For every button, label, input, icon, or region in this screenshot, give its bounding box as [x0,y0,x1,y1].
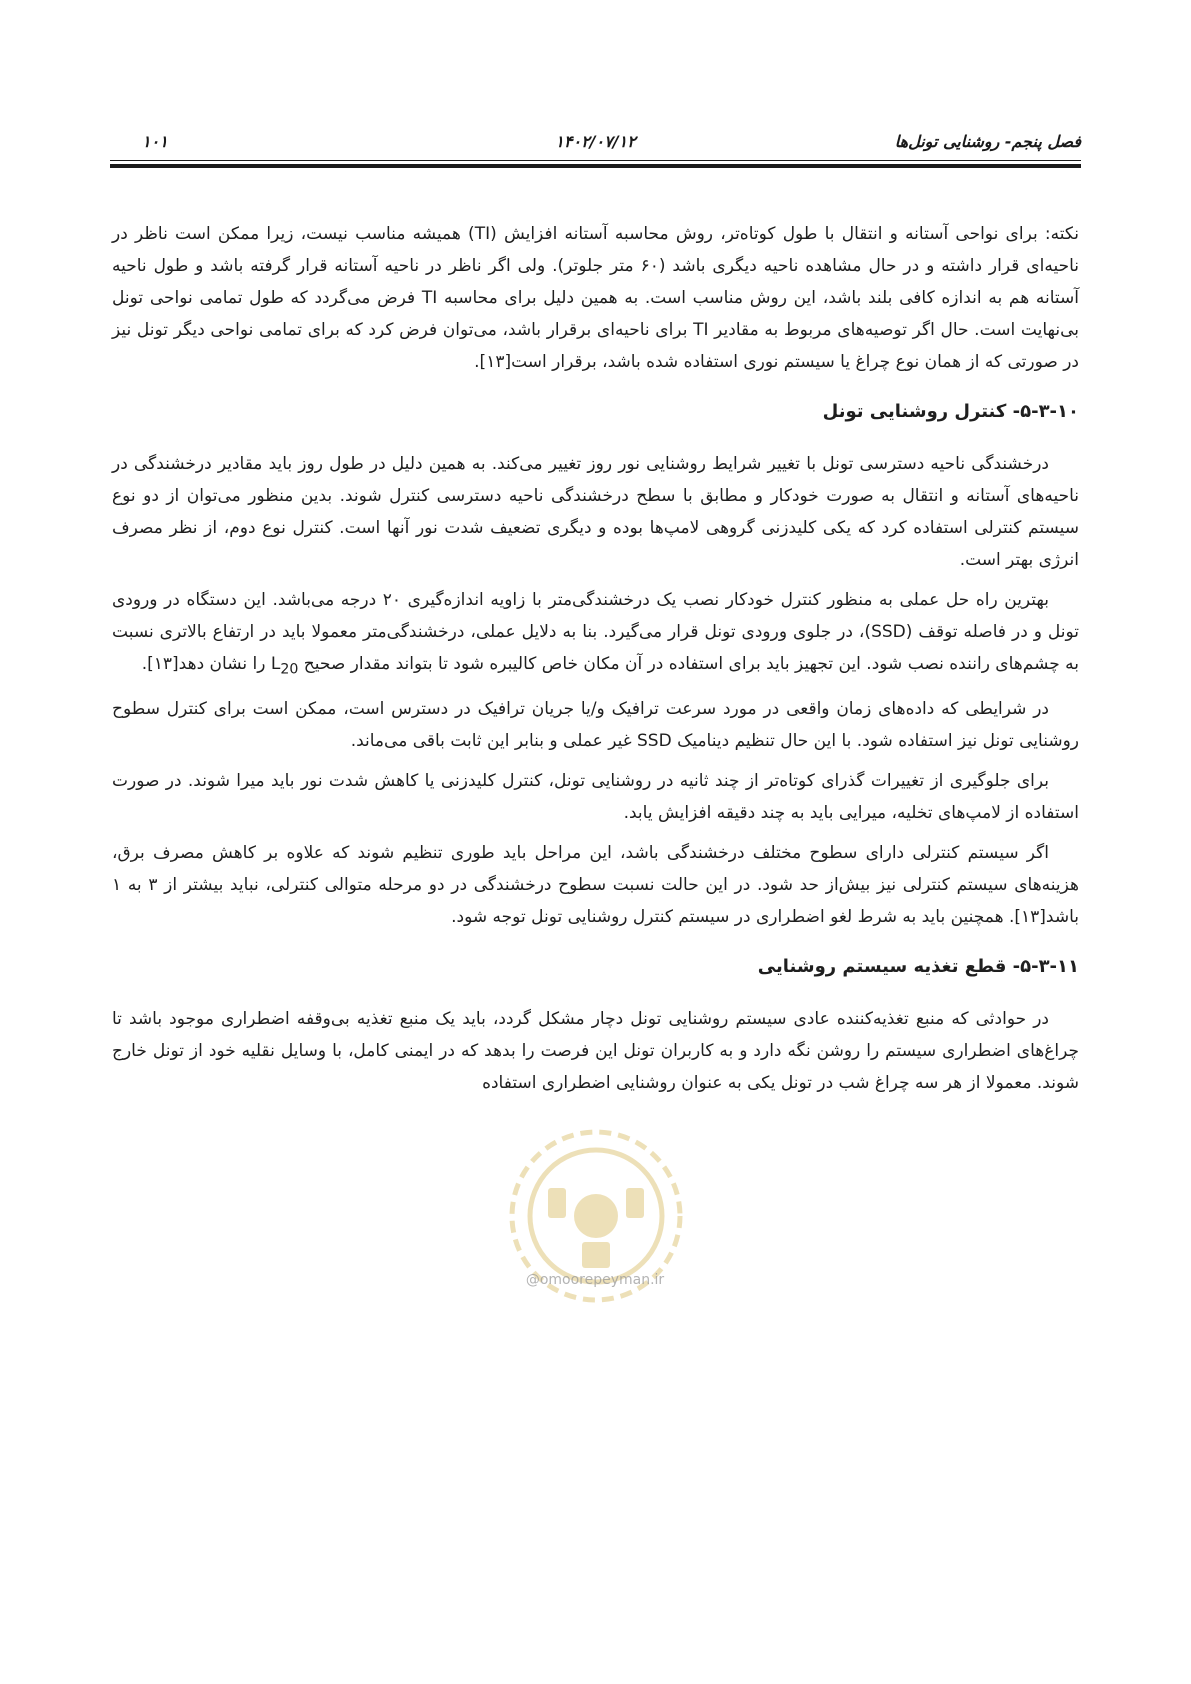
page-number: ۱۰۱ [142,132,168,151]
chapter-title: فصل پنجم- روشنایی تونل‌ها [894,132,1081,151]
paragraph-note: نکته: برای نواحی آستانه و انتقال با طول کوتاه‌تر، روش محاسبه آستانه افزایش (TI) همیشه مناسب نیست، زیرا ممکن است ناظر در ناحیه‌ای قرار داشته و در حال مشاهده ناحیه دیگری باشد (۶۰ متر جلوتر). ولی اگر ناظر در ناحیه آستانه قرار گرفته باشد و طول ناحیه آستانه هم به اندازه کافی بلند باشد، این روش مناسب است. به همین دلیل برای محاسبه TI فرض می‌گردد که طول تمامی نواحی تونل بی‌نهایت است. حال اگر توصیه‌های مربوط به مقادیر TI برای ناحیه‌ای برقرار باشد، می‌توان فرض کرد که برای تمامی نواحی دیگر تونل نیز در صورتی که از همان نوع چراغ یا سیستم نوری استفاده شده باشد، برقرار است[۱۳]. [112,224,1079,372]
paragraph-luminance-control: درخشندگی ناحیه دسترسی تونل با تغییر شرایط روشنایی نور روز تغییر می‌کند. به همین دلیل در طول روز باید مقادیر درخشندگی در ناحیه‌های آستانه و انتقال به صورت خودکار و مطابق با سطح درخشندگی ناحیه دسترسی کنترل شوند. بدین منظور می‌توان از دو نوع سیستم کنترلی استفاده کرد که یکی کلیدزنی گروهی لامپ‌ها بوده و دیگری تضعیف شدت نور آنها است. کنترل نوع دوم، از نظر مصرف انرژی بهتر است. [112,454,1079,570]
paragraph-emergency-power: در حوادثی که منبع تغذیه‌کننده عادی سیستم روشنایی تونل دچار مشکل گردد، باید یک منبع تغذیه بی‌وقفه اضطراری موجود باشد تا چراغ‌های اضطراری سیستم را روشن نگه دارد و به کاربران تونل این فرصت را بدهد که در ایمنی کامل، با وسایل نقلیه خود از تونل خارج شوند. معمولا از هر سه چراغ شب در تونل یکی به عنوان روشنایی اضطراری استفاده [112,1009,1079,1094]
paragraph-luminance-meter [112,584,1079,685]
paragraph-luminance-meter-text: بهترین راه حل عملی به منظور کنترل خودکار نصب یک درخشندگی‌متر با زاویه اندازه‌گیری ۲۰ درجه می‌باشد. این دستگاه در ورودی تونل و در فاصله توقف (SSD)، در جلوی ورودی تونل قرار می‌گیرد. بنا به دلایل عملی، درخشندگی‌متر معمولا باید در ارتفاع بالاتری نسبت به چشم‌های راننده نصب شود. این تجهیز باید برای استفاده در آن مکان خاص کالیبره شود تا بتواند مقدار صحیح [112,590,1080,674]
section-heading-power-outage: ۵-۳-۱۱- قطع تغذیه سیستم روشنایی [757,956,1079,978]
running-header [110,128,1081,158]
paragraph-luminance-meter-end: را نشان دهد[۱۳]. [141,654,271,674]
section-heading-tunnel-lighting-control: ۵-۳-۱۰- کنترل روشنایی تونل [822,401,1079,422]
paragraph-transient-changes: برای جلوگیری از تغییرات گذرای کوتاه‌تر از چند ثانیه در روشنایی تونل، کنترل کلیدزنی یا کاهش شدت نور باید میرا شوند. در صورت استفاده از لامپ‌های تخلیه، میرایی باید به چند دقیقه افزایش یابد. [112,771,1079,824]
paragraph-control-levels: اگر سیستم کنترلی دارای سطوح مختلف درخشندگی باشد، این مراحل باید طوری تنظیم شوند که علاوه بر کاهش مصرف برق، هزینه‌های سیستم کنترلی نیز بیش‌از حد شود. در این حالت نسبت سطوح درخشندگی در دو مرحله متوالی کنترلی، نباید بیشتر از ۳ به ۱ باشد[۱۳]. همچنین باید به شرط لغو اضطراری در سیستم کنترل روشنایی تونل توجه شود. [112,843,1079,928]
l20-symbol [270,654,299,678]
page-body [112,218,1079,1107]
paragraph-traffic-data: در شرایطی که داده‌های زمان واقعی در مورد سرعت ترافیک و/یا جریان ترافیک در دسترس است، ممکن است برای کنترل سطوح روشنایی تونل نیز استفاده شود. با این حال تنظیم دینامیک SSD غیر عملی و بنابر این ثابت باقی می‌ماند. [112,699,1079,752]
header-date: ۱۴۰۲/۰۷/۱۲ [555,132,636,151]
header-divider-thick [110,164,1081,168]
watermark-url: @omoorepeyman.ir [525,1272,665,1288]
l20-symbol-subscript: 20 [280,661,299,678]
l20-symbol-letter: L [270,654,281,674]
header-divider-thin [110,160,1081,161]
